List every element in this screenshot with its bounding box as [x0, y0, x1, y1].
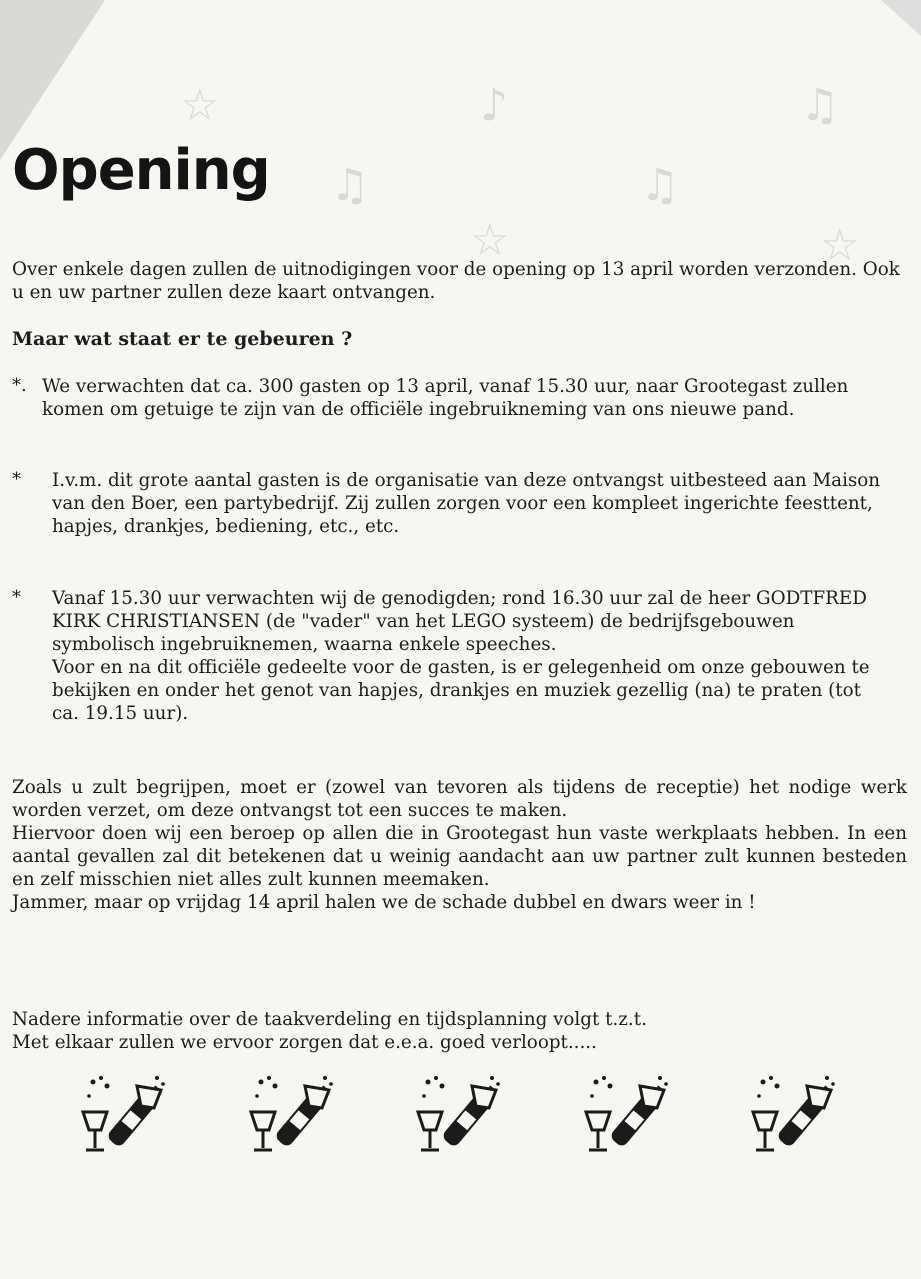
bullet-item: [12, 469, 892, 538]
folded-corner: [0, 0, 105, 160]
folded-corner-right: [881, 0, 921, 36]
champagne-toast-icon: [580, 1072, 670, 1164]
star-icon: ☆: [470, 215, 510, 266]
final-line: Nadere informatie over de taakverdeling en tijdsplanning volgt t.z.t.: [12, 1009, 647, 1030]
music-note-icon: ♫: [800, 80, 840, 131]
final-line: Met elkaar zullen we ervoor zorgen dat e.e.a. goed verloopt.....: [12, 1032, 597, 1053]
bullet-text-continued: Voor en na dit officiële gedeelte voor de gasten, is er gelegenheid om onze gebouwen te bekijken en onder het genot van hapjes, drankjes en muziek gezellig (na) te praten (tot ca. 19.15 uur).: [52, 657, 870, 724]
closing-paragraph: Jammer, maar op vrijdag 14 april halen we de schade dubbel en dwars weer in !: [12, 892, 756, 913]
bullet-item: [12, 587, 892, 725]
final-note: [12, 1008, 907, 1054]
bullet-item: [12, 375, 892, 421]
champagne-toast-icon: [77, 1072, 167, 1164]
star-icon: ☆: [180, 80, 220, 131]
bullet-text: Vanaf 15.30 uur verwachten wij de genodigden; rond 16.30 uur zal de heer GODTFRED KIRK CHRISTIANSEN (de "vader" van het LEGO systeem) de bedrijfsgebouwen symbolisch ingebruiknemen, waarna enkele speeches.: [52, 588, 867, 655]
music-note-icon: ♫: [330, 160, 370, 211]
section-subheading: Maar wat staat er te gebeuren ?: [12, 328, 353, 350]
decoration-row: [77, 1072, 837, 1164]
champagne-toast-icon: [245, 1072, 335, 1164]
champagne-toast-icon: [747, 1072, 837, 1164]
intro-paragraph: Over enkele dagen zullen de uitnodigingen voor de opening op 13 april worden verzonden. Ook u en uw partner zullen deze kaart ontvangen.: [12, 259, 900, 303]
bullet-marker: *: [12, 469, 21, 490]
closing-paragraph: Hiervoor doen wij een beroep op allen die in Grootegast hun vaste werkplaats hebben. In een aantal gevallen zal dit betekenen dat u weinig aandacht aan uw partner zult kunnen besteden en zelf misschien niet alles zult kunnen meemaken.: [12, 823, 907, 890]
star-icon: ☆: [820, 220, 860, 271]
page-title: Opening: [12, 138, 270, 203]
music-note-icon: ♪: [480, 80, 509, 131]
closing-section: [12, 776, 907, 914]
bullet-text: I.v.m. dit grote aantal gasten is de organisatie van deze ontvangst uitbesteed aan Maison van den Boer, een partybedrijf. Zij zullen zorgen voor een kompleet ingerichte feesttent, hapjes, drankjes, bediening, etc., etc.: [52, 470, 881, 537]
music-note-icon: ♫: [640, 160, 680, 211]
bullet-text: We verwachten dat ca. 300 gasten op 13 april, vanaf 15.30 uur, naar Grootegast zullen komen om getuige te zijn van de officiële ingebruikneming van ons nieuwe pand.: [42, 376, 849, 420]
champagne-toast-icon: [412, 1072, 502, 1164]
bullet-marker: *: [12, 587, 21, 608]
bullet-marker: *.: [12, 375, 27, 396]
closing-paragraph: Zoals u zult begrijpen, moet er (zowel van tevoren als tijdens de receptie) het nodige werk worden verzet, om deze ontvangst tot een succes te maken.: [12, 777, 907, 821]
